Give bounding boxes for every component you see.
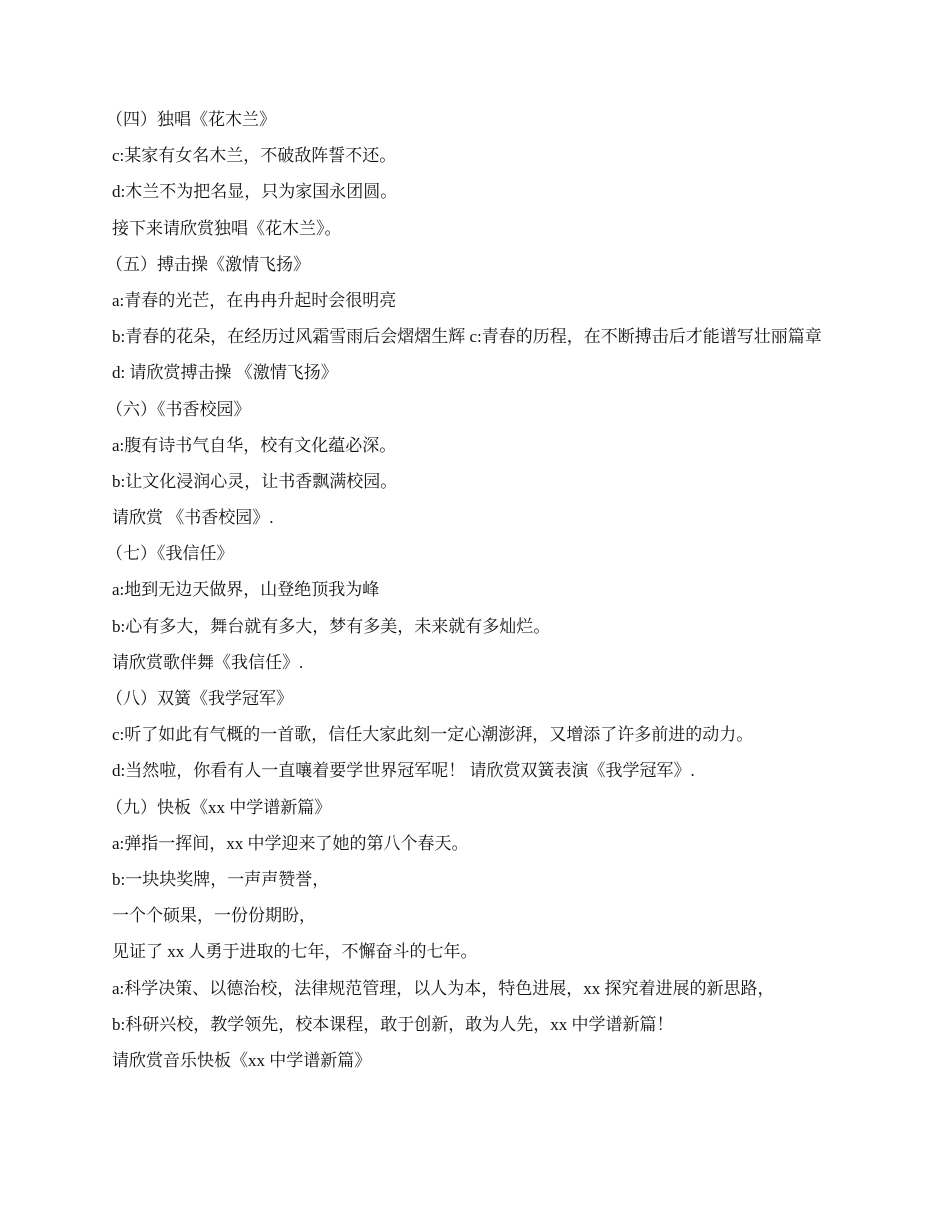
text-line: 请欣赏歌伴舞《我信任》. (112, 652, 304, 672)
text-line: 接下来请欣赏独唱《花木兰》。 (112, 218, 342, 238)
text-line: a:青春的光芒，在冉冉升起时会很明亮 (112, 290, 397, 310)
section-heading: （九）快板《xx 中学谱新篇》 (106, 797, 332, 817)
text-line: a:腹有诗书气自华，校有文化蕴必深。 (112, 435, 397, 455)
text-line: a:地到无边天做界，山登绝顶我为峰 (112, 580, 380, 600)
text-line: c:听了如此有气概的一首歌，信任大家此刻一定心潮澎湃，又增添了许多前进的动力。 (112, 725, 754, 745)
text-line: a:科学决策、以德治校，法律规范管理，以人为本，特色进展，xx 探究着进展的新思路， (112, 978, 775, 998)
section-heading: （八）双簧《我学冠军》 (106, 689, 293, 708)
text-line: d: 请欣赏搏击操 《激情飞扬》 (112, 363, 338, 383)
section-heading: （七）《我信任》 (106, 544, 234, 564)
section-heading: （四）独唱《花木兰》 (106, 110, 276, 129)
text-line: c:某家有女名木兰，不破敌阵誓不还。 (112, 146, 397, 166)
text-line: 见证了 xx 人勇于进取的七年，不懈奋斗的七年。 (112, 942, 478, 962)
text-line: d:木兰不为把名显，只为家国永团圆。 (112, 182, 398, 202)
text-line: 请欣赏 《书香校园》. (112, 508, 274, 528)
text-line: 请欣赏音乐快板《xx 中学谱新篇》 (112, 1050, 372, 1070)
section-heading: （六）《书香校园》 (106, 399, 251, 419)
text-line: b:让文化浸润心灵，让书香飘满校园。 (112, 471, 398, 491)
document-body (106, 108, 842, 1085)
text-line: b:心有多大，舞台就有多大，梦有多美，未来就有多灿烂。 (112, 616, 551, 636)
text-line: a:弹指一挥间，xx 中学迎来了她的第八个春天。 (112, 833, 469, 853)
text-line: 一个个硕果，一份份期盼， (112, 906, 316, 926)
text-line: b:青春的花朵，在经历过风霜雪雨后会熠熠生辉 c:青春的历程，在不断搏击后才能谱写壮丽篇章 (112, 327, 822, 347)
text-line: b:一块块奖牌，一声声赞誉， (112, 869, 330, 889)
text-line: b:科研兴校，教学领先，校本课程，敢于创新，敢为人先，xx 中学谱新篇！ (112, 1014, 674, 1034)
text-line: d:当然啦，你看有人一直嚷着要学世界冠军呢！ 请欣赏双簧表演《我学冠军》. (112, 761, 695, 781)
section-heading: （五）搏击操《激情飞扬》 (106, 254, 310, 274)
